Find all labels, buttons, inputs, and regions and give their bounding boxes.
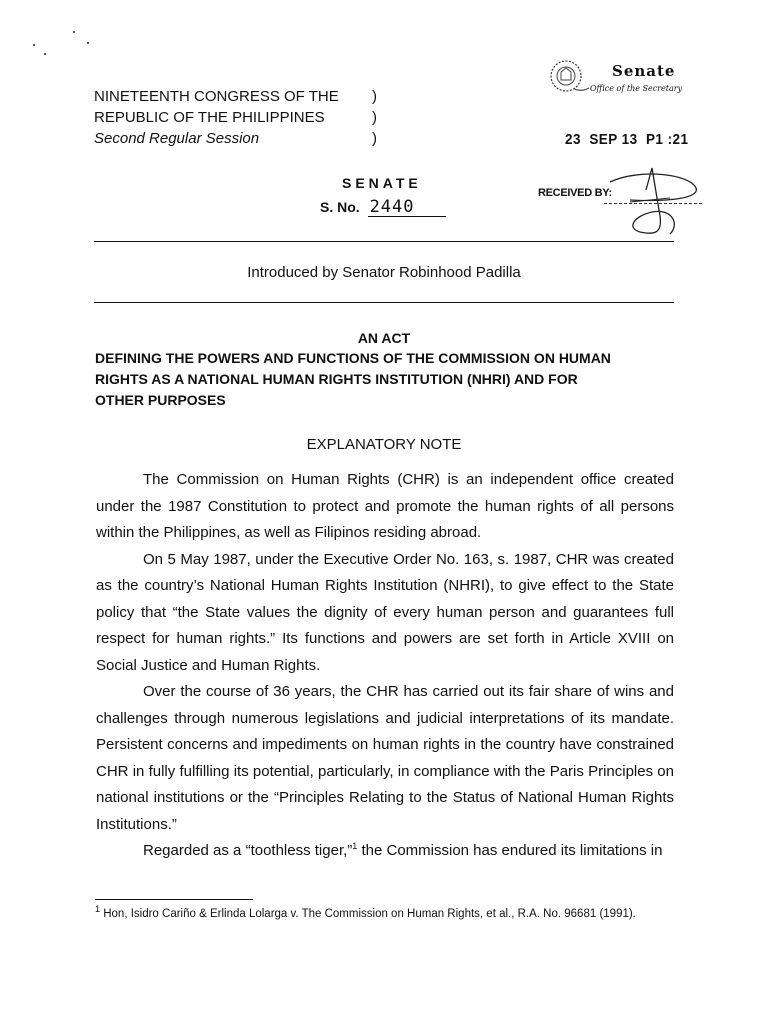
footnote-rule <box>95 899 253 900</box>
paragraph-3-text: Over the course of 36 years, the CHR has carried out its fair share of wins and challenges through numerous legislations and judicial interpretations of its mandate. Persistent concerns and impediments on human rights in the country have constrained CHR in fully fulfilling its potential, particularly, in compliance with the Paris Principles on national institutions or the “Principles Relating to the Status of National Human Rights Institutions.” <box>96 683 674 833</box>
signature-icon <box>600 160 710 244</box>
scan-speck <box>87 42 89 44</box>
paragraph-1 <box>96 467 674 547</box>
congress-line-2: REPUBLIC OF THE PHILIPPINES <box>94 109 325 126</box>
explanatory-note-heading: EXPLANATORY NOTE <box>306 436 462 453</box>
paren-2: ) <box>372 109 377 126</box>
introduced-by: Introduced by Senator Robinhood Padilla <box>247 264 521 281</box>
session-line: Second Regular Session <box>94 130 260 147</box>
bill-number: 2440 <box>368 198 446 217</box>
act-title-line-2: RIGHTS AS A NATIONAL HUMAN RIGHTS INSTITUTION (NHRI) AND FOR <box>95 371 578 387</box>
chamber-title: SENATE <box>342 175 422 191</box>
paragraph-2 <box>96 547 674 680</box>
paragraph-4-pre: Regarded as a “toothless tiger,” <box>143 842 353 859</box>
paragraph-1-text: The Commission on Human Rights (CHR) is an independent office created under the 1987 Constitution to protect and promote the human rights of all persons within the Philippines, as well as Filipinos residing abroad. <box>96 471 674 541</box>
bill-number-row <box>320 198 446 217</box>
paragraph-4-post: the Commission has endured its limitations in <box>357 842 663 859</box>
paragraph-2-text: On 5 May 1987, under the Executive Order No. 163, s. 1987, CHR was created as the country’s National Human Rights Institution (NHRI), to give effect to the State policy that “the State values the dignity of every human person and guarantees full respect for human rights.” Its functions and powers are set forth in Article XVIII on Social Justice and Human Rights. <box>96 550 674 674</box>
stamp-date: 23 SEP 13 P1 :21 <box>565 131 689 148</box>
congress-header <box>94 86 339 149</box>
paren-3: ) <box>372 130 377 147</box>
header-rule-top <box>94 241 674 242</box>
act-label: AN ACT <box>357 330 411 346</box>
paragraph-4 <box>96 838 674 865</box>
act-title-line-1: DEFINING THE POWERS AND FUNCTIONS OF THE COMMISSION ON HUMAN <box>95 350 611 366</box>
stamp-office-sub: Office of the Secretary <box>590 84 683 93</box>
explanatory-note-body <box>96 467 674 865</box>
footnote-ref: 1 <box>352 841 358 851</box>
scan-speck <box>73 31 75 33</box>
footnote-text: Hon, Isidro Cariño & Erlinda Lolarga v. The Commission on Human Rights, et al., R.A. No. 96681 (1991). <box>103 908 636 920</box>
footnote <box>95 904 673 922</box>
senate-seal-icon <box>546 58 590 96</box>
footnote-marker: 1 <box>95 904 101 915</box>
paragraph-3 <box>96 679 674 838</box>
header-rule-bottom <box>94 302 674 303</box>
scan-speck <box>44 53 46 55</box>
scan-speck <box>33 44 35 46</box>
congress-line-1: NINETEENTH CONGRESS OF THE <box>94 88 339 105</box>
received-by-label: RECEIVED BY: <box>538 187 612 199</box>
act-title <box>95 348 611 411</box>
paren-1: ) <box>372 88 377 105</box>
stamp-office-name: Senate <box>612 62 676 80</box>
header-parens <box>372 86 377 149</box>
act-title-line-3: OTHER PURPOSES <box>95 392 226 408</box>
bill-number-label: S. No. <box>320 199 360 215</box>
